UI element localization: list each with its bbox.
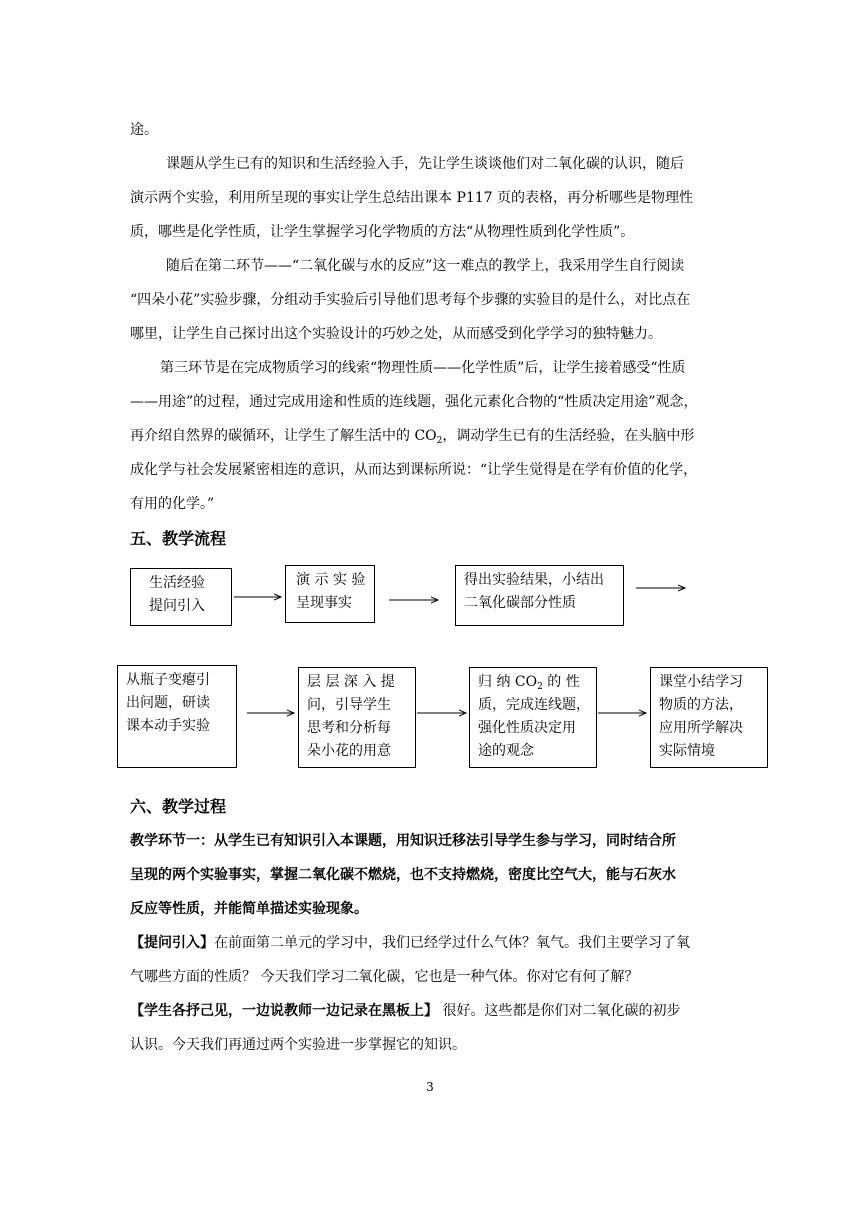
section-heading: 六、教学过程 (130, 797, 227, 816)
subscript: 2 (436, 436, 443, 446)
flow-box-text: 强化性质决定用 (478, 720, 576, 736)
text-line: “四朵小花”实验步骤，分组动手实验后引导他们思考每个步骤的实验目的是什么，对比点在 (130, 292, 691, 308)
flow-box-text: 途的观念 (478, 743, 534, 759)
flow-box-text: 呈现事实 (296, 595, 352, 611)
text-line: 第三环节是在完成物质学习的线索“物理性质——化学性质”后，让学生接着感受“性质 (160, 360, 686, 376)
subscript: 2 (537, 682, 543, 692)
bracket-tag: 【学生各抒己见，一边说教师一边记录在黑板上】 (130, 1003, 438, 1019)
section-heading: 五、教学流程 (130, 529, 227, 548)
flow-box-text: 思考和分析每 (307, 720, 391, 736)
flow-box-text: 层 层 深 入 提 (307, 674, 395, 690)
flow-box-text: 实际情境 (659, 743, 715, 759)
flow-box-text: 课本动手实验 (126, 718, 210, 734)
flow-box-text: 演 示 实 验 (296, 572, 366, 588)
text-line: 随后在第二环节——“二氧化碳与水的反应”这一难点的教学上，我采用学生自行阅读 (166, 258, 685, 274)
text-line (130, 1001, 732, 1021)
text-line: 教学环节一：从学生已有知识引入本课题，用知识迁移法引导学生参与学习，同时结合所 (130, 833, 676, 849)
text-line: 成化学与社会发展紧密相连的意识，从而达到课标所说：“让学生觉得是在学有价值的化学， (130, 462, 698, 478)
text-line: 演示两个实验，利用所呈现的事实让学生总结出课本 P117 页的表格，再分析哪些是物理性 (130, 190, 694, 206)
flow-box-text: 质，完成连线题， (478, 697, 590, 713)
text-line: ——用途”的过程，通过完成用途和性质的连线题，强化元素化合物的“性质决定用途”观念， (130, 394, 698, 410)
text-line: 质，哪些是化学性质，让学生掌握学习化学物质的方法“从物理性质到化学性质”。 (130, 224, 635, 240)
text-line: 反应等性质，并能简单描述实验现象。 (130, 901, 368, 917)
text-span: ，调动学生已有的生活经验，在头脑中形 (442, 428, 695, 444)
flow-box-text: 课堂小结学习 (659, 674, 743, 690)
text-span: 归 纳 CO (478, 674, 538, 690)
flow-box-text: 二氧化碳部分性质 (464, 595, 576, 611)
flow-box-text: 物质的方法， (659, 697, 743, 713)
text-line: 有用的化学。” (130, 496, 215, 512)
text-span: 再介绍自然界的碳循环，让学生了解生活中的 CO (130, 428, 437, 444)
text-line: 呈现的两个实验事实，掌握二氧化碳不燃烧，也不支持燃烧，密度比空气大，能与石灰水 (130, 867, 676, 883)
text-line (130, 933, 732, 953)
flow-box-text: 从瓶子变瘪引 (126, 672, 210, 688)
flow-box-text: 朵小花的用意 (307, 743, 391, 759)
text-line: 途。 (130, 122, 158, 138)
bracket-tag: 【提问引入】 (130, 935, 214, 951)
flow-box-text: 问，引导学生 (307, 697, 391, 713)
flow-box-text: 提问引入 (149, 598, 205, 614)
flow-box-text: 应用所学解决 (659, 720, 743, 736)
text-line: 哪里，让学生自己探讨出这个实验设计的巧妙之处，从而感受到化学学习的独特魅力。 (130, 326, 662, 342)
text-line: 课题从学生已有的知识和生活经验入手，先让学生谈谈他们对二氧化碳的认识，随后 (166, 156, 684, 172)
text-line: 气哪些方面的性质？ 今天我们学习二氧化碳，它也是一种气体。你对它有何了解？ (130, 969, 639, 985)
text-span: 很好。这些都是你们对二氧化碳的初步 (438, 1003, 681, 1019)
text-span: 在前面第二单元的学习中，我们已经学过什么气体？氧气。我们主要学习了氧 (214, 935, 690, 951)
flow-box-text: 出问题，研读 (126, 695, 210, 711)
flow-box-text: 得出实验结果，小结出 (464, 572, 604, 588)
text-span: 的 性 (542, 674, 580, 690)
text-line: 认识。今天我们再通过两个实验进一步掌握它的知识。 (130, 1037, 466, 1053)
page-number: 3 (426, 1080, 434, 1094)
flow-box-text: 生活经验 (149, 575, 205, 591)
